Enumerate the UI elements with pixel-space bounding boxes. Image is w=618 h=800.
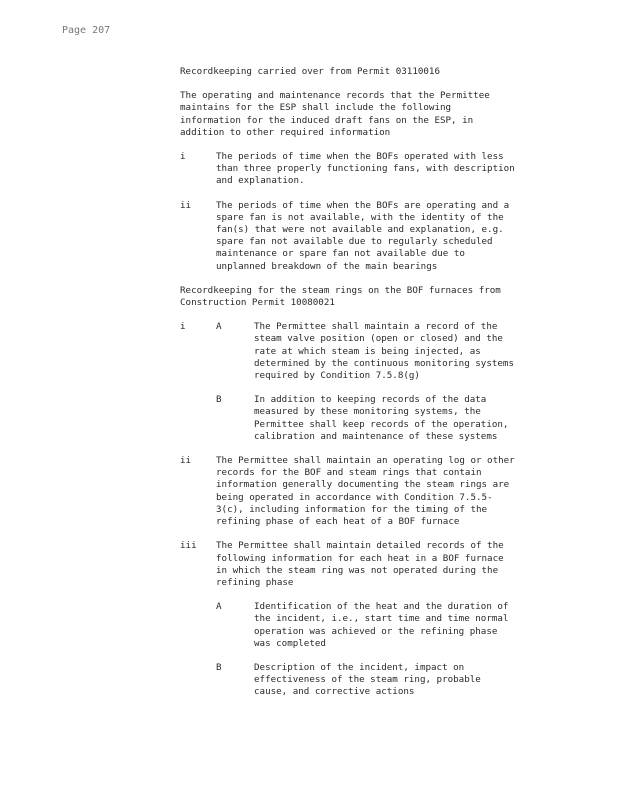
text-line: operation was achieved or the refining phase	[254, 625, 498, 637]
text-line: information generally documenting the steam rings are	[216, 479, 510, 491]
text-line: being operated in accordance with Condition 7.5.5-	[216, 491, 493, 503]
text-line: Construction Permit 10080021	[180, 297, 335, 309]
list-item-i	[180, 151, 540, 188]
text-line: The Permittee shall maintain a record of the	[254, 321, 498, 333]
item-number: i	[180, 151, 186, 163]
text-line: in which the steam ring was not operated during the	[216, 564, 499, 576]
text-line: fan(s) that were not available and explanation, e.g.	[216, 224, 504, 236]
text-line: calibration and maintenance of these systems	[254, 430, 498, 442]
text-line: The periods of time when the BOFs operated with less	[216, 151, 504, 163]
text-line: addition to other required information	[180, 126, 391, 138]
text-line: effectiveness of the steam ring, probable	[254, 674, 481, 686]
text-line: records for the BOF and steam rings that contain	[216, 467, 482, 479]
text-line: rate at which steam is being injected, as	[254, 345, 481, 357]
text-line: The periods of time when the BOFs are operating and a	[216, 199, 510, 211]
intro-paragraph	[180, 90, 540, 139]
text-line: following information for each heat in a BOF furnace	[216, 552, 504, 564]
list-item-iii	[180, 540, 540, 698]
sub-item-b	[216, 394, 540, 443]
text-line: spare fan is not available, with the identity of the	[216, 211, 504, 223]
text-line: and explanation.	[216, 175, 305, 187]
sub-item-letter: B	[216, 394, 222, 406]
text-line: refining phase of each heat of a BOF furnace	[216, 516, 460, 528]
text-line: maintains for the ESP shall include the following	[180, 102, 452, 114]
text-line: was completed	[254, 637, 326, 649]
list-item-i	[180, 321, 540, 443]
text-line: Description of the incident, impact on	[254, 661, 465, 673]
text-line: the incident, i.e., start time and time normal	[254, 613, 509, 625]
sub-item-b	[216, 662, 540, 699]
text-line: Recordkeeping for the steam rings on the BOF furnaces from	[180, 284, 501, 296]
text-line: spare fan not available due to regularly scheduled	[216, 236, 493, 248]
text-line: unplanned breakdown of the main bearings	[216, 260, 438, 272]
item-number: i	[180, 321, 186, 333]
text-line: cause, and corrective actions	[254, 686, 415, 698]
item-number: ii	[180, 455, 192, 467]
item-number: ii	[180, 199, 192, 211]
text-line: than three properly functioning fans, with description	[216, 163, 515, 175]
document-body	[180, 66, 540, 699]
text-line: measured by these monitoring systems, the	[254, 406, 481, 418]
text-line: 3(c), including information for the timing of the	[216, 503, 488, 515]
text-line: In addition to keeping records of the data	[254, 394, 487, 406]
section-heading-permit-03110016: Recordkeeping carried over from Permit 03110016	[180, 66, 440, 77]
list-item-ii	[180, 455, 540, 528]
item-number: iii	[180, 540, 197, 552]
text-line: steam valve position (open or closed) and the	[254, 333, 503, 345]
text-line: determined by the continuous monitoring systems	[254, 357, 514, 369]
section-heading-steam-rings	[180, 285, 540, 309]
sub-item-letter: B	[216, 661, 222, 673]
text-line: The Permittee shall maintain an operating log or other	[216, 455, 515, 467]
sub-item-a	[216, 321, 540, 382]
text-line: Permittee shall keep records of the operation,	[254, 418, 509, 430]
text-line: The operating and maintenance records that the Permittee	[180, 90, 490, 102]
list-item-ii	[180, 200, 540, 273]
text-line: Identification of the heat and the duration of	[254, 601, 509, 613]
text-line: The Permittee shall maintain detailed records of the	[216, 540, 504, 552]
sub-item-a	[216, 601, 540, 650]
page-number: Page 207	[62, 25, 111, 36]
text-line: refining phase	[216, 576, 294, 588]
text-line: required by Condition 7.5.8(g)	[254, 370, 420, 382]
text-line: maintenance or spare fan not available due to	[216, 248, 465, 260]
text-line: information for the induced draft fans on the ESP, in	[180, 114, 474, 126]
sub-item-letter: A	[216, 321, 222, 333]
sub-item-letter: A	[216, 601, 222, 613]
